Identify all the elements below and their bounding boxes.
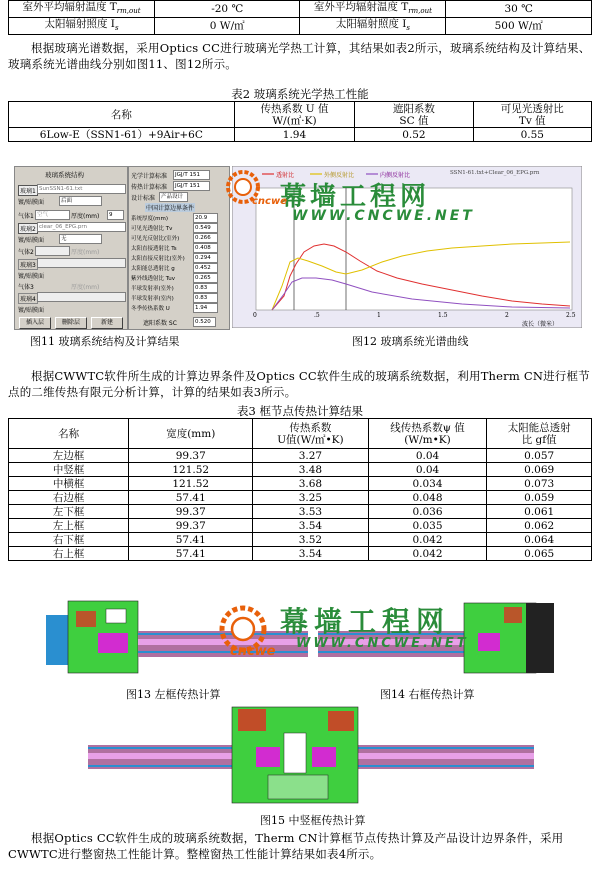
table-row (9, 505, 592, 519)
header-cell: 线传热系数ψ 值 (W/m•K) (368, 419, 487, 449)
cell: 99.37 (129, 449, 253, 463)
cell: 中横框 (9, 477, 129, 491)
result-value: 20.9 (193, 213, 218, 223)
thick-label: 厚度(mm) (71, 249, 100, 256)
x-tick: 2 (505, 312, 509, 319)
cell: 0.52 (355, 128, 473, 142)
result-label: 紫外线透射比 Tuv (131, 276, 176, 282)
cell: 500 W/㎡ (446, 18, 592, 35)
cell: 3.52 (253, 533, 368, 547)
structure-panel (14, 166, 128, 330)
cell: 30 ℃ (446, 1, 592, 18)
std-label: 光学计算标准 (131, 173, 168, 180)
cell: 1.94 (234, 128, 355, 142)
gas2-select[interactable] (35, 246, 70, 256)
cell: 左下框 (9, 505, 129, 519)
cell: 121.52 (129, 477, 253, 491)
cell: 0.042 (368, 533, 487, 547)
gas1-label: 气体1 (18, 213, 34, 220)
result-label: 可见光透射比 Tv (131, 226, 173, 232)
paragraph-3: 根据Optics CC软件生成的玻璃系统数据，Therm CN计算框节点传热计算及产品设计边界条件，采用CWWTC进行整窗热工性能计算。整樘窗热工性能计算结果如表4所示。 (8, 831, 564, 861)
figure-11 (14, 166, 232, 330)
layer1-label: 玻璃1 (18, 185, 38, 196)
coat-label: 镀/贴膜面 (18, 199, 45, 206)
boundary-table (8, 0, 592, 35)
insert-layer-button[interactable]: 插入层 (19, 317, 51, 329)
layer2-file-field[interactable]: clear_06_EPG.prn (37, 222, 126, 232)
thick-label: 厚度(mm) (71, 284, 100, 291)
thick1-input[interactable]: 9 (107, 210, 124, 220)
delete-layer-button[interactable]: 删除层 (55, 317, 87, 329)
logo-text: cncwe (230, 644, 276, 659)
table3-caption: 表3 框节点传热计算结果 (237, 404, 363, 418)
cell: 57.41 (129, 547, 253, 561)
cell: 0.057 (487, 449, 592, 463)
cell: 0.064 (487, 533, 592, 547)
table-row (9, 547, 592, 561)
new-button[interactable]: 新建 (91, 317, 123, 329)
result-value: 0.83 (193, 283, 218, 293)
x-tick: 1 (377, 312, 381, 319)
result-value: 0.549 (193, 223, 218, 233)
design-label: 设计标准 (131, 195, 156, 202)
figure-12-caption: 图12 玻璃系统光谱曲线 (352, 335, 469, 348)
cell: 0.073 (487, 477, 592, 491)
cell: 室外平均辐射温度 $T_{rm,out}$ (9, 1, 155, 18)
cell: 0.042 (368, 547, 487, 561)
result-label: 太阳直接透射比 Ts (131, 246, 177, 252)
legend-transmittance: 透射比 (276, 172, 295, 179)
cell: 0.036 (368, 505, 487, 519)
heat-select[interactable]: JGJ/T 151 (173, 181, 210, 191)
cell: 太阳辐射照度 $I_s$ (300, 18, 446, 35)
result-label: 半球发射率(室内) (131, 296, 174, 302)
cell: 室外平均辐射温度 $T_{rm,out}$ (300, 1, 446, 18)
result-label: 系统厚度(mm) (131, 216, 169, 222)
cell: 0.55 (473, 128, 591, 142)
result-value: 0.83 (193, 293, 218, 303)
thick-label: 厚度(mm) (71, 213, 100, 220)
cell: 0.061 (487, 505, 592, 519)
coat-label: 镀/贴膜面 (18, 237, 45, 244)
sc-label: 遮阳系数 SC (143, 320, 177, 327)
x-tick: .5 (314, 312, 320, 319)
layer3-label: 玻璃3 (18, 259, 38, 270)
cell: 3.27 (253, 449, 368, 463)
cell: 中竖框 (9, 463, 129, 477)
header-cell: 遮阳系数 SC 值 (355, 102, 473, 128)
cell: 57.41 (129, 491, 253, 505)
header-cell: 传热系数 U 值 W/(㎡·K) (234, 102, 355, 128)
figure-12 (232, 166, 582, 328)
mullion-drawing (88, 703, 534, 807)
result-label: 半球发射率(室外) (131, 286, 174, 292)
cell: 0.034 (368, 477, 487, 491)
cell: 太阳辐射照度 $I_s$ (9, 18, 155, 35)
x-tick: 1.5 (438, 312, 448, 319)
x-tick: 2.5 (566, 312, 576, 319)
result-label: 太阳直接反射比(室外) (131, 256, 185, 262)
results-panel (128, 166, 230, 330)
panel-title: 玻璃系统结构 (45, 171, 84, 179)
result-value: 0.294 (193, 253, 218, 263)
file-text: SSN1-61.txt+Clear_06_EPG.prn (450, 170, 540, 176)
result-label: 可见光反射比(室外) (131, 236, 180, 242)
coat-label: 镀/贴膜面 (18, 273, 45, 280)
design-select[interactable]: 产品设计 (159, 192, 188, 202)
result-value: 0.452 (193, 263, 218, 273)
cell: 3.25 (253, 491, 368, 505)
layer4-file-field[interactable] (37, 292, 126, 302)
watermark-brand: 幕墙工程网 (280, 182, 431, 212)
cell: 0.062 (487, 519, 592, 533)
cell: 0.059 (487, 491, 592, 505)
header-cell: 可见光透射比 Tv 值 (473, 102, 591, 128)
figure-15-caption: 图15 中竖框传热计算 (260, 814, 366, 827)
table-row (9, 519, 592, 533)
cell: -20 ℃ (155, 1, 300, 18)
cell: 3.54 (253, 519, 368, 533)
result-label: 冬季传热系数 U (131, 306, 170, 312)
result-value: 0.266 (193, 233, 218, 243)
gas3-label: 气体3 (18, 284, 34, 291)
cell: 0 W/㎡ (155, 18, 300, 35)
legend-outside-reflectance: 外侧反射比 (324, 172, 355, 179)
figure-11-caption: 图11 玻璃系统结构及计算结果 (30, 335, 180, 348)
gas1-select[interactable]: 空气 (35, 210, 70, 220)
table3 (8, 418, 592, 561)
header-cell: 太阳能总透射 比 gf值 (487, 419, 592, 449)
boundary-label: 中国计算边界条件 (146, 205, 195, 212)
figure-13-caption: 图13 左框传热计算 (126, 688, 221, 701)
cell: 0.048 (368, 491, 487, 505)
header-cell: 名称 (9, 419, 129, 449)
sc-value: 0.520 (193, 317, 216, 327)
cell: 右上框 (9, 547, 129, 561)
watermark-url: WWW.CNCWE.NET (292, 208, 475, 224)
std-select[interactable]: JGJ/T 151 (173, 170, 210, 180)
layer2-label: 玻璃2 (18, 223, 38, 234)
x-axis-label: 波长（微米） (522, 321, 559, 328)
figure-13 (46, 593, 308, 683)
header-cell: 宽度(mm) (129, 419, 253, 449)
paragraph-1: 根据玻璃光谱数据，采用Optics CC进行玻璃光学热工计算，其结果如表2所示，玻璃系统结构及计算结果、玻璃系统光谱曲线分别如图11、图12所示。 (8, 41, 591, 71)
layer3-file-field[interactable] (37, 258, 126, 268)
cell: 3.53 (253, 505, 368, 519)
x-tick: 0 (253, 312, 257, 319)
cell: 右边框 (9, 491, 129, 505)
cell: 0.069 (487, 463, 592, 477)
table3-body (9, 449, 592, 561)
cell: 右下框 (9, 533, 129, 547)
cell: 3.48 (253, 463, 368, 477)
coat1-select[interactable]: 后面 (59, 196, 102, 206)
gas2-label: 气体2 (18, 249, 34, 256)
result-value: 1.94 (193, 303, 218, 313)
paragraph-2: 根据CWWTC软件所生成的计算边界条件及Optics CC软件生成的玻璃系统数据，利用Therm CN进行框节点的二维传热有限元分析计算，计算的结果如表3所示。 (8, 369, 590, 399)
cell: 左边框 (9, 449, 129, 463)
figure-15 (88, 703, 534, 807)
header-cell: 传热系数 U值(W/㎡•K) (253, 419, 368, 449)
cell: 121.52 (129, 463, 253, 477)
cell: 6Low-E（SSN1-61）+9Air+6C (9, 128, 235, 142)
layer1-file-field[interactable]: SunSSN1-61.txt (37, 184, 126, 194)
cell: 0.04 (368, 463, 487, 477)
watermark-brand: 幕墙工程网 (280, 605, 451, 638)
watermark-url: WWW.CNCWE.NET (296, 636, 469, 651)
heat-label: 传热计算标准 (131, 184, 168, 191)
table2 (8, 101, 592, 142)
left-frame-drawing (46, 593, 308, 683)
cell: 99.37 (129, 519, 253, 533)
coat2-select[interactable]: 无 (59, 234, 102, 244)
cell: 0.04 (368, 449, 487, 463)
header-cell: 名称 (9, 102, 235, 128)
cell: 99.37 (129, 505, 253, 519)
layer4-label: 玻璃4 (18, 293, 38, 304)
cell: 3.68 (253, 477, 368, 491)
result-value: 0.265 (193, 273, 218, 283)
table-row (9, 463, 592, 477)
cell: 0.035 (368, 519, 487, 533)
cell: 3.54 (253, 547, 368, 561)
result-value: 0.408 (193, 243, 218, 253)
cell: 57.41 (129, 533, 253, 547)
logo-text: cncwe (252, 196, 287, 207)
table2-caption: 表2 玻璃系统光学热工性能 (231, 87, 369, 101)
coat-label: 镀/贴膜面 (18, 307, 45, 314)
cell: 0.065 (487, 547, 592, 561)
table-row (9, 533, 592, 547)
table-row (9, 477, 592, 491)
table-row (9, 449, 592, 463)
legend-inside-reflectance: 内侧反射比 (380, 172, 411, 179)
cell: 左上框 (9, 519, 129, 533)
result-label: 太阳能总透射比 g (131, 266, 175, 272)
table-row (9, 491, 592, 505)
figure-14-caption: 图14 右框传热计算 (380, 688, 475, 701)
